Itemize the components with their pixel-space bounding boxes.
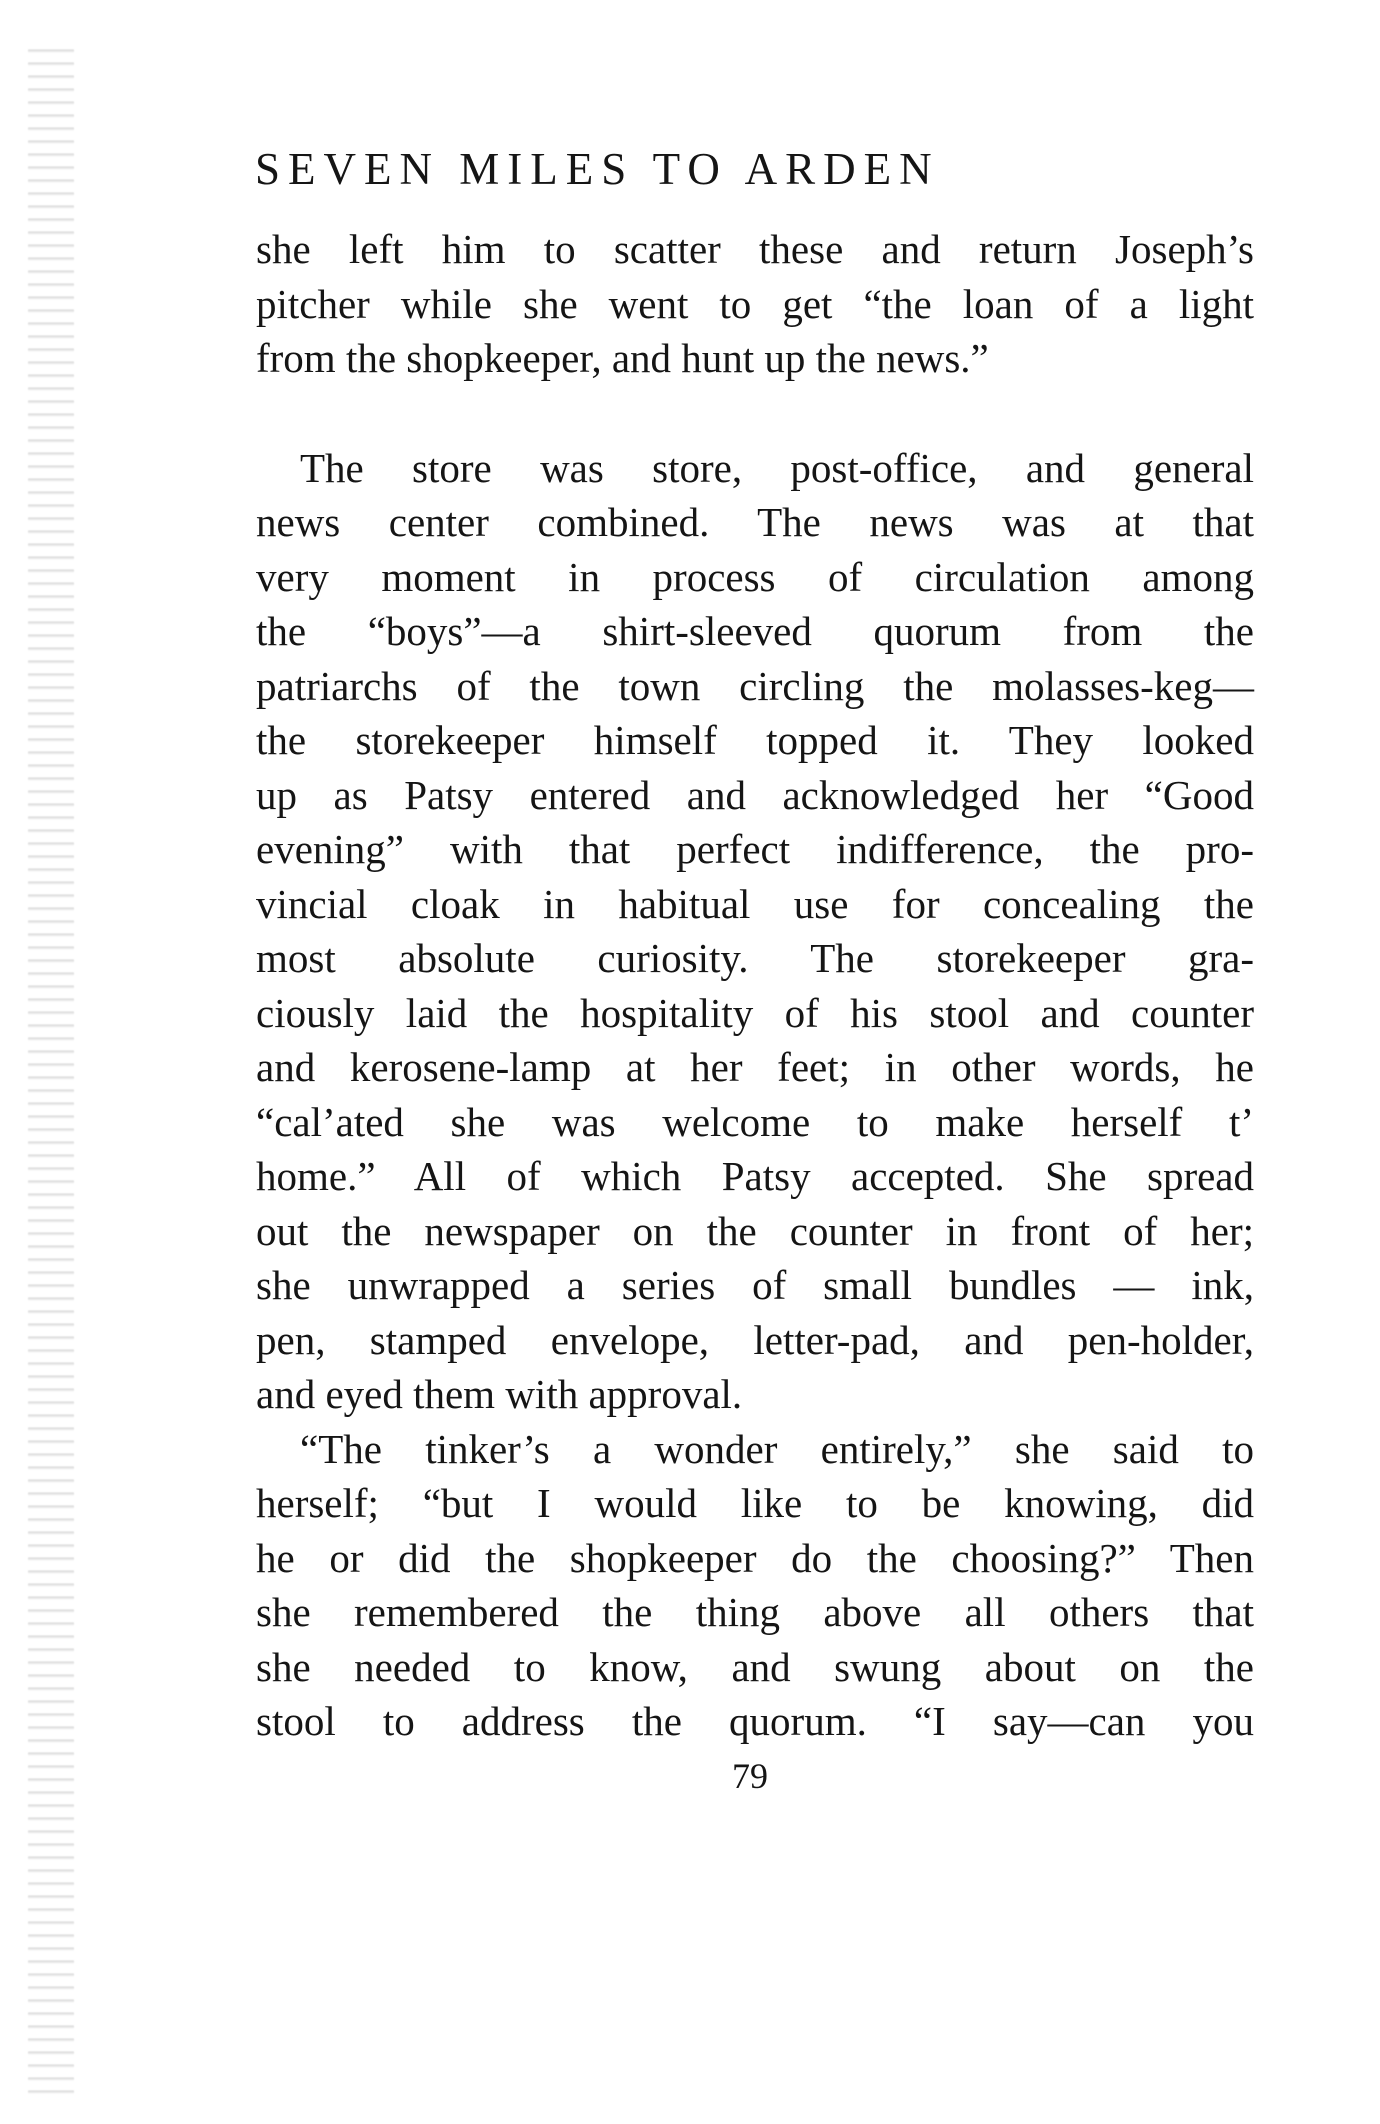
text-line: evening” with that perfect indifference, the pro- — [256, 826, 1254, 872]
text-line: she left him to scatter these and return Joseph’s — [256, 226, 1254, 272]
text-line: he or did the shopkeeper do the choosing?” Then — [256, 1534, 1254, 1581]
text-line: out the newspaper on the counter in front of her; — [256, 1207, 1254, 1254]
text-line: vincial cloak in habitual use for concealing the — [256, 880, 1254, 927]
text-line: news center combined. The news was at that — [256, 499, 1254, 545]
text-line: she needed to know, and swung about on the — [256, 1643, 1254, 1690]
text-line: the “boys”—a shirt-sleeved quorum from the — [256, 608, 1254, 654]
text-line: she unwrapped a series of small bundles — ink, — [256, 1262, 1254, 1308]
text-line: very moment in process of circulation among — [256, 553, 1254, 600]
text-line: up as Patsy entered and acknowledged her “Good — [256, 771, 1254, 818]
text-line: “The tinker’s a wonder entirely,” she said to — [300, 1425, 1254, 1472]
text-line: pitcher while she went to get “the loan of a light — [256, 280, 1254, 327]
text-line: the storekeeper himself topped it. They looked — [256, 717, 1254, 763]
paragraph-gap — [256, 386, 1254, 441]
page-number: 79 — [732, 1756, 768, 1796]
text-line: The store was store, post-office, and general — [300, 444, 1254, 491]
text-line: from the shopkeeper, and hunt up the news.” — [256, 335, 989, 381]
body-text — [256, 222, 1254, 1749]
text-line: stool to address the quorum. “I say—can you — [256, 1698, 1254, 1744]
text-line: herself; “but I would like to be knowing, did — [256, 1480, 1254, 1526]
running-head: SEVEN MILES TO ARDEN — [255, 144, 940, 194]
text-line: and eyed them with approval. — [256, 1371, 743, 1417]
text-line: “cal’ated she was welcome to make herself t’ — [256, 1098, 1254, 1145]
text-line: most absolute curiosity. The storekeeper gra- — [256, 935, 1254, 981]
text-line: pen, stamped envelope, letter-pad, and pen-holder, — [256, 1316, 1254, 1363]
text-line: home.” All of which Patsy accepted. She spread — [256, 1153, 1254, 1199]
text-line: patriarchs of the town circling the molasses-keg— — [256, 662, 1254, 709]
text-line: and kerosene-lamp at her feet; in other words, he — [256, 1044, 1254, 1090]
text-line: she remembered the thing above all others that — [256, 1589, 1254, 1635]
text-line: ciously laid the hospitality of his stool and counter — [256, 989, 1254, 1036]
